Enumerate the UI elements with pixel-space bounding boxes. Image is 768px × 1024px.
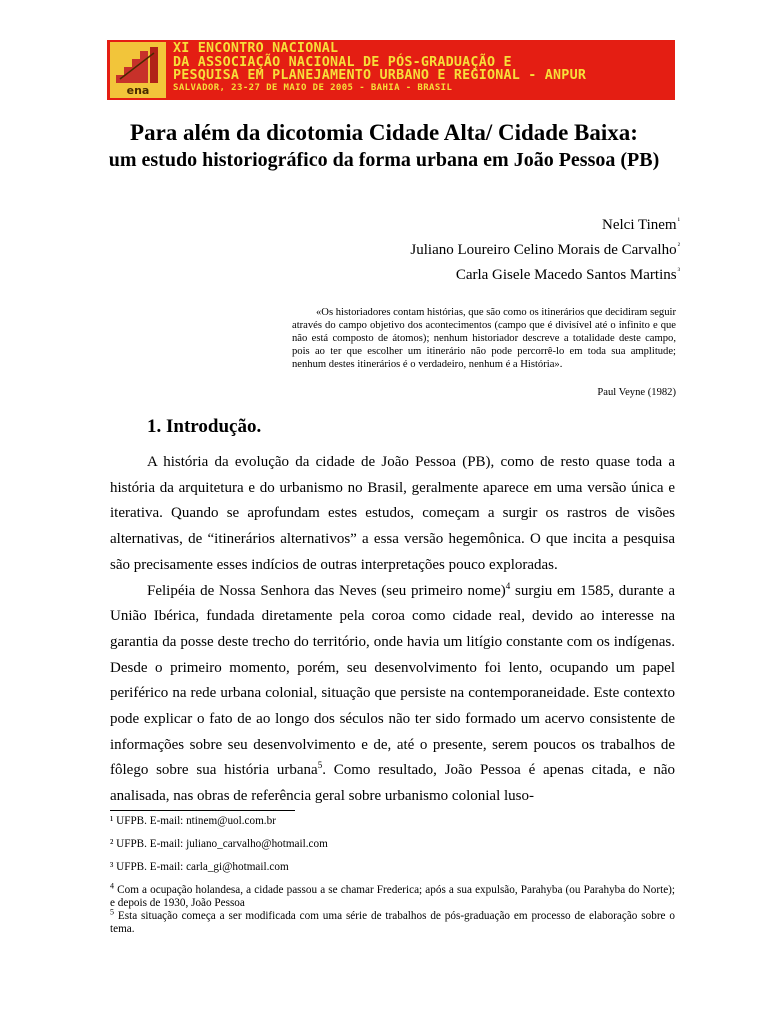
- author-2: [410, 241, 680, 259]
- footnote-mark: ²: [110, 838, 114, 850]
- paragraph-2-part-c: . Como resultado, João Pessoa é apenas citada, e não analisada, nas obras de referência geral sobre urbanismo colonial luso-: [110, 762, 676, 805]
- footnote-3: [110, 861, 675, 874]
- footnote-mark: 5: [110, 907, 114, 917]
- paragraph-2: [110, 579, 675, 810]
- footnote-text: Com a ocupação holandesa, a cidade passou a se chamar Frederica; após a sua expulsão, Parahyba (ou Parahyba do Norte); e depois de 1930, João Pessoa: [110, 884, 675, 909]
- footnote-2: [110, 838, 675, 851]
- paragraph-2-part-a: Felipéia de Nossa Senhora das Neves (seu primeiro nome): [147, 582, 506, 599]
- epigraph-text: «Os historiadores contam histórias, que são como os itinerários que decidiram seguir através do campo objetivo dos acontecimentos (campo que é divisível até o infinito e que não está composto de átomos); nenhum historiador descreve a totalidade deste campo, pois ao ter que escolher um itinerário não pode percorrê-lo em toda sua amplitude; nenhum destes itinerários é o verdadeiro, nenhum é a História».: [292, 307, 676, 370]
- footnote-mark: ¹: [110, 815, 114, 827]
- author-note-mark: ¹: [677, 216, 680, 225]
- paper-subtitle: um estudo historiográfico da forma urbana em João Pessoa (PB): [108, 149, 660, 171]
- author-note-mark: ²: [677, 241, 680, 250]
- author-note-mark: ³: [677, 266, 680, 275]
- banner-line-2: DA ASSOCIAÇÃO NACIONAL DE PÓS-GRADUAÇÃO E: [173, 54, 512, 70]
- footnotes: [110, 815, 675, 936]
- author-3: [456, 266, 680, 284]
- epigraph-quote: [292, 306, 676, 371]
- footnote-mark: ³: [110, 861, 114, 873]
- banner-text: [173, 42, 671, 94]
- author-name: Juliano Loureiro Celino Morais de Carvalho: [410, 242, 677, 258]
- logo-text: ena: [126, 84, 150, 97]
- footnote-1: [110, 815, 675, 828]
- paragraph-2-part-b: surgiu em 1585, durante a União Ibérica, fundada diretamente pela coroa como cidade real, devido ao interesse na garantia da posse deste trecho do território, onde havia um litígio constante com os indígenas. Desde o primeiro momento, porém, seu desenvolvimento foi lento, ocupando um papel periférico na rede urbana colonial, situação que persiste na contemporaneidade. Este contexto pode explicar o fato de ao longo dos séculos não ter sido formado um acervo consistente de informações sobre seu desenvolvimento e de, até o presente, serem poucos os trabalhos de fôlego sobre sua história urbana: [110, 582, 675, 779]
- footnote-text: UFPB. E-mail: ntinem@uol.com.br: [113, 815, 276, 827]
- footnote-text: UFPB. E-mail: juliano_carvalho@hotmail.com: [113, 838, 328, 850]
- author-name: Carla Gisele Macedo Santos Martins: [455, 267, 677, 283]
- author-name: Nelci Tinem: [602, 217, 677, 233]
- footnote-text: UFPB. E-mail: carla_gi@hotmail.com: [113, 861, 289, 873]
- footnote-ref-5[interactable]: 5: [317, 760, 323, 771]
- footnote-4: [110, 881, 675, 910]
- banner-line-1: XI ENCONTRO NACIONAL: [173, 41, 339, 56]
- footnote-5: [110, 907, 675, 936]
- conference-banner: [107, 40, 675, 100]
- footnote-divider: [110, 810, 295, 811]
- section-heading: 1. Introdução.: [147, 416, 262, 437]
- author-1: [602, 216, 680, 234]
- conference-logo: [110, 42, 166, 98]
- section-body: [110, 450, 675, 810]
- footnote-text: Esta situação começa a ser modificada com uma série de trabalhos de pós-graduação em processo de elaboração sobre o tema.: [110, 910, 675, 935]
- stairs-logo-icon: [114, 45, 162, 85]
- paragraph-1: A história da evolução da cidade de João Pessoa (PB), como de resto quase toda a história da arquitetura e do urbanismo no Brasil, geralmente aparece em uma versão única e iterativa. Quando se aprofundam estes estudos, começam a surgir os rastros de visões alternativas, de “itinerários alternativos” a essa versão hegemônica. O que incita a pesquisa são precisamente esses indícios de outras interpretações pouco exploradas.: [110, 454, 675, 573]
- paper-title: Para além da dicotomia Cidade Alta/ Cidade Baixa:: [130, 120, 638, 145]
- footnote-ref-4[interactable]: 4: [505, 580, 511, 591]
- footnote-mark: 4: [110, 881, 114, 891]
- banner-line-4: SALVADOR, 23-27 DE MAIO DE 2005 - BAHIA - BRASIL: [173, 82, 453, 93]
- epigraph-author: Paul Veyne (1982): [597, 387, 676, 398]
- banner-line-3: PESQUISA EM PLANEJAMENTO URBANO E REGIONAL - ANPUR: [173, 68, 587, 83]
